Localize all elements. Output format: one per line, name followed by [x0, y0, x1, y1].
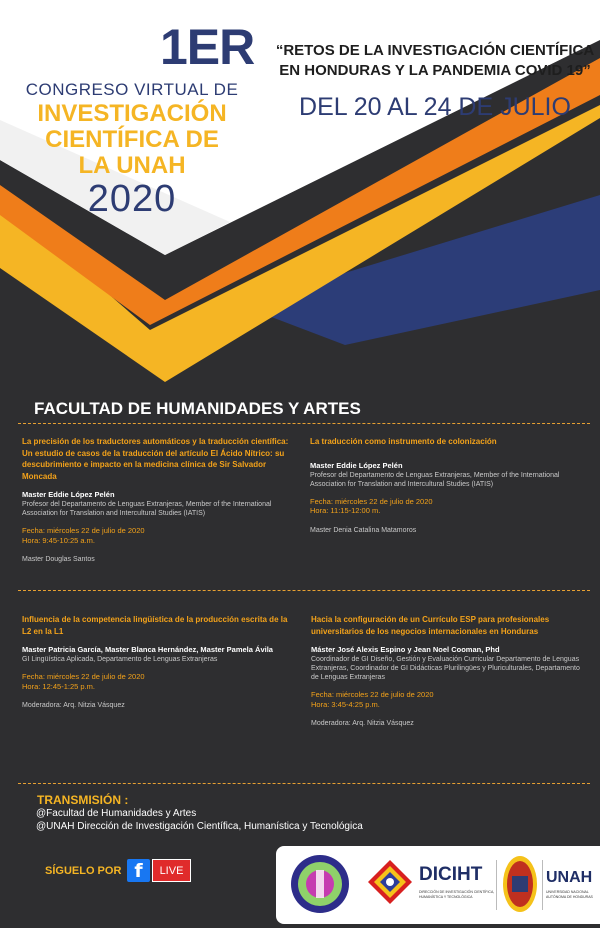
event-speaker: Master Eddie López Pelén	[310, 460, 403, 470]
faculty-heading: FACULTAD DE HUMANIDADES Y ARTES	[34, 399, 361, 418]
event-title: La precisión de los traductores automáticos y la traducción científica: Un estudio de casos de la traducción del artículo El Ácido Nítrico: su descubrimiento e impacto en la medicina clínica de Sir Salvador Moncada	[22, 437, 289, 481]
facebook-live-badge[interactable]	[127, 859, 191, 882]
diamond-logo	[366, 858, 414, 906]
unah-logo-subtitle: UNIVERSIDAD NACIONAL AUTÓNOMA DE HONDURAS	[546, 890, 593, 899]
event-date: Fecha: miércoles 22 de julio de 2020	[22, 672, 145, 681]
event-title: La traducción como instrumento de colonización	[310, 437, 497, 446]
event-card	[311, 614, 587, 728]
edition-number: 1ER	[160, 19, 255, 75]
transmission-heading: TRANSMISIÓN :	[37, 793, 129, 807]
event-time: Hora: 11:15-12:00 m.	[310, 506, 381, 515]
event-date: Fecha: miércoles 22 de julio de 2020	[311, 690, 434, 699]
congress-title-line3: CIENTÍFICA DE	[45, 126, 219, 153]
unah-seal-logo	[502, 854, 538, 914]
divider-top	[18, 423, 590, 424]
event-card	[22, 436, 294, 564]
event-date: Fecha: miércoles 22 de julio de 2020	[22, 526, 145, 535]
event-speaker-desc: Profesor del Departamento de Lenguas Extranjeras, Member of the International Association for Translation and Intercultural Studies (IATIS)	[310, 471, 560, 488]
event-time: Hora: 3:45-4:25 p.m.	[311, 699, 380, 709]
event-speaker-desc: GI Lingüística Aplicada, Departamento de Lenguas Extranjeras	[22, 656, 218, 663]
event-dates: DEL 20 AL 24 DE JULIO	[299, 93, 571, 121]
congress-title-line2: INVESTIGACIÓN	[37, 100, 227, 127]
follow-label: SÍGUELO POR	[45, 865, 122, 877]
event-title: Influencia de la competencia lingüística de la producción escrita de la L2 en la L1	[22, 615, 288, 636]
event-speaker: Master Patricia García, Master Blanca Hernández, Master Pamela Ávila	[22, 645, 273, 654]
event-time: Hora: 12:45-1:25 p.m.	[22, 681, 95, 691]
event-time: Hora: 9:45-10:25 a.m.	[22, 535, 95, 545]
event-speaker-desc: Coordinador de GI Diseño, Gestión y Evaluación Curricular Departamento de Lenguas Extranjeras, Coordinador de GI Didácticas Plurilingües y Pluriculturales, Departamento de Lenguas Extranjeras	[311, 656, 580, 681]
event-date: Fecha: miércoles 22 de julio de 2020	[310, 496, 433, 506]
congress-year: 2020	[87, 178, 177, 220]
theme-line-2: EN HONDURAS Y LA PANDEMIA COVID 19”	[279, 62, 591, 79]
divider-bottom	[18, 783, 590, 784]
event-card	[22, 614, 296, 710]
diciht-logo-subtitle: DIRECCIÓN DE INVESTIGACIÓN CIENTÍFICA, HUMANÍSTICA Y TECNOLÓGICA	[419, 890, 495, 899]
event-moderator: Master Douglas Santos	[22, 556, 95, 563]
event-moderator: Master Denia Catalina Matamoros	[310, 526, 417, 534]
unah-logo-text: UNAH	[546, 869, 593, 886]
event-moderator: Moderadora: Arq. Nitzia Vásquez	[311, 720, 414, 727]
event-speaker-desc: Profesor del Departamento de Lenguas Extranjeras, Member of the International Association for Translation and Intercultural Studies (IATIS)	[22, 501, 272, 517]
divider-middle	[18, 590, 590, 591]
event-moderator: Moderadora: Arq. Nitzia Vásquez	[22, 702, 125, 709]
theme-line-1: “RETOS DE LA INVESTIGACIÓN CIENTÍFICA	[275, 42, 595, 59]
diciht-logo-text: DICIHT	[419, 864, 483, 885]
logos-bar	[276, 846, 600, 924]
logo-divider	[542, 860, 543, 910]
congress-line: CONGRESO VIRTUAL DE	[25, 80, 239, 99]
facebook-icon: f	[127, 859, 150, 882]
event-card	[310, 436, 586, 535]
transmission-unah-page[interactable]: @UNAH Dirección de Investigación Científica, Humanística y Tecnológica	[36, 821, 363, 832]
congress-title-line4: LA UNAH	[78, 152, 186, 179]
transmission-facebook-page[interactable]: @Facultad de Humanidades y Artes	[36, 808, 197, 819]
live-label: LIVE	[152, 859, 191, 882]
logo-divider	[496, 860, 497, 910]
event-speaker: Máster José Alexis Espino y Jean Noel Cooman, Phd	[311, 645, 500, 654]
event-title: Hacia la configuración de un Currículo ESP para profesionales universitarios de los negocios internacionales en Honduras	[311, 615, 550, 636]
event-speaker: Master Eddie López Pelén	[22, 490, 115, 499]
faculty-seal-logo	[290, 854, 350, 914]
